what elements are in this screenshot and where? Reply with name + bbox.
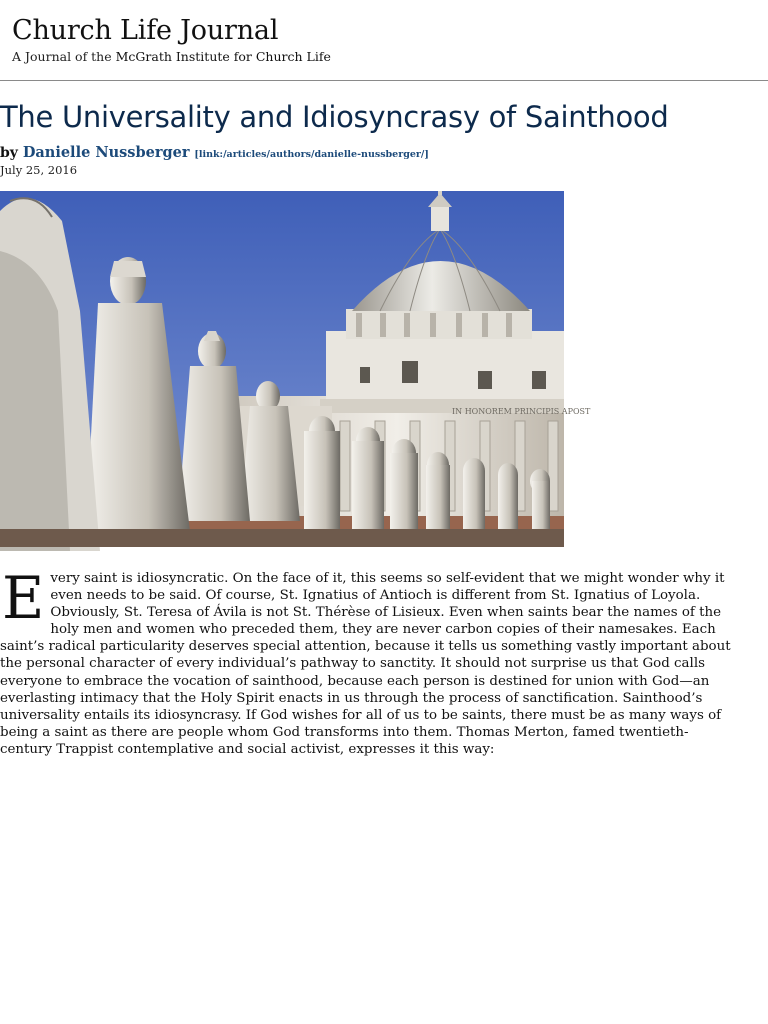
- hero-image-illustration: [0, 191, 591, 547]
- byline: [0, 144, 429, 164]
- site-tagline: [12, 49, 752, 65]
- header-divider: [0, 80, 768, 81]
- facade-inscription: IN HONOREM PRINCIPIS APOST: [452, 407, 591, 416]
- institute-link[interactable]: McGrath Institute for Church Life: [115, 49, 331, 64]
- hero-image: [0, 191, 591, 547]
- publish-date: July 25, 2016: [0, 163, 78, 177]
- article-body: [0, 564, 735, 758]
- drop-cap: E: [2, 564, 45, 632]
- article-paragraph: very saint is idiosyncratic. On the face of it, this seems so self-evident that we might wonder why it even needs to be said. Of course, St. Ignatius of Antioch is different from St. Ignatius of Loyola. Obviously, St. Teresa of Ávila is not St. Thérèse of Lisieux. Even when saints bear the names of the holy men and women who preceded them, they are never carbon copies of their namesakes. Each saint’s radical particularity deserves special attention, because it tells us something vastly important about the personal character of every individual’s pathway to sanctity. It should not surprise us that God calls everyone to embrace the vocation of sainthood, because each person is destined for union with God—an everlasting intimacy that the Holy Spirit enacts in us through the process of sanctification. Sainthood’s universality entails its idiosyncrasy. If God wishes for all of us to be saints, there must be as many ways of being a saint as there are people whom God transforms into them. Thomas Merton, famed twentieth-century Trappist contemplative and social activist, expresses it this way:: [0, 571, 731, 757]
- tagline-prefix: A Journal of the: [12, 49, 116, 64]
- author-link-url[interactable]: [link:/articles/authors/danielle-nussberger/]: [194, 149, 429, 160]
- by-label: by: [0, 145, 23, 161]
- author-name-link[interactable]: Danielle Nussberger: [22, 144, 190, 161]
- site-title[interactable]: Church Life Journal: [12, 15, 279, 46]
- masthead: [12, 14, 752, 65]
- article-title: The Universality and Idiosyncrasy of Sainthood: [0, 100, 669, 134]
